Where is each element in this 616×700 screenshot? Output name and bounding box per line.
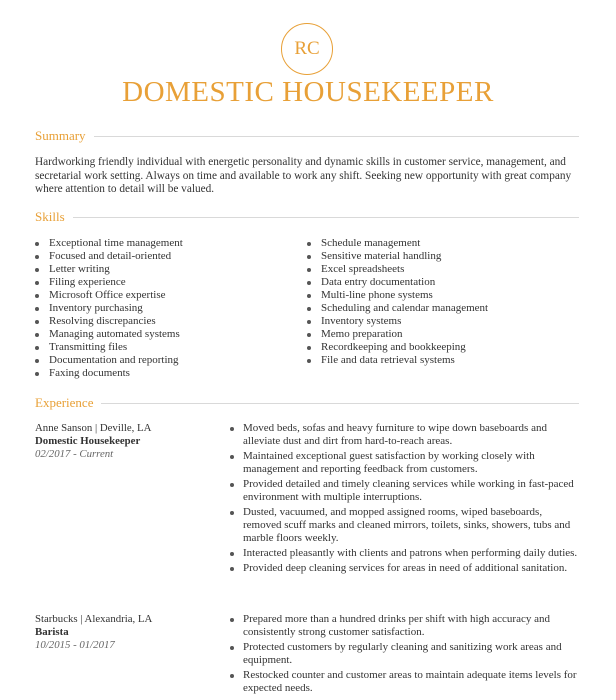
job-bullet: Moved beds, sofas and heavy furniture to wipe down baseboards and alleviate dust and dirt from hard-to-reach areas. [230,422,578,448]
skill-item: Recordkeeping and bookkeeping [307,341,488,354]
summary-text: Hardworking friendly individual with energetic personality and dynamic skills in customer service, management, and secretarial work setting. Always on time and available to work any shift. Seeking new opportunity with great company where attention to detail will be valued. [35,156,572,195]
skill-item: Data entry documentation [307,276,488,289]
skills-title: Skills [35,209,65,224]
skill-item: Letter writing [35,263,183,276]
experience-title: Experience [35,395,94,410]
skill-item: Filing experience [35,276,183,289]
section-divider [73,217,579,218]
summary-title: Summary [35,128,86,143]
skill-item: Excel spreadsheets [307,263,488,276]
skill-item: Schedule management [307,237,488,250]
job-meta-2 [35,613,152,652]
skill-item: Memo preparation [307,328,488,341]
skill-item: Microsoft Office expertise [35,289,183,302]
job-title: Domestic Housekeeper [35,435,141,447]
skill-item: Managing automated systems [35,328,183,341]
section-divider [94,136,579,137]
skill-item: Multi-line phone systems [307,289,488,302]
skill-item: Exceptional time management [35,237,183,250]
job-bullet: Dusted, vacuumed, and mopped assigned rooms, wiped baseboards, removed scuff marks and cleaned mirrors, toilets, sinks, showers, tubs and marble floors weekly. [230,506,578,545]
resume-name-heading: DOMESTIC HOUSEKEEPER [122,76,494,108]
job-bullets-2 [230,613,578,697]
monogram-initials: RC [294,38,320,59]
skill-item: Resolving discrepancies [35,315,183,328]
skills-list-left [35,237,183,380]
section-divider [101,403,579,404]
job-bullet: Interacted pleasantly with clients and patrons when performing daily duties. [230,547,578,560]
monogram-badge [281,23,333,75]
skill-item: Faxing documents [35,367,183,380]
skill-item: Scheduling and calendar management [307,302,488,315]
skill-item: File and data retrieval systems [307,354,488,367]
job-bullet: Provided detailed and timely cleaning services while working in fast-paced environment with multiple interruptions. [230,478,578,504]
skills-section-header [35,209,579,225]
job-bullet: Restocked counter and customer areas to maintain adequate items levels for expected needs. [230,669,578,695]
summary-section-header [35,128,579,144]
job-dates: 02/2017 - Current [35,448,114,460]
job-dates: 10/2015 - 01/2017 [35,639,115,651]
job-bullet: Prepared more than a hundred drinks per shift with high accuracy and consistently strong customer satisfaction. [230,613,578,639]
skill-item: Transmitting files [35,341,183,354]
skill-item: Sensitive material handling [307,250,488,263]
skill-item: Inventory purchasing [35,302,183,315]
skills-list-right [307,237,488,367]
job-bullet: Protected customers by regularly cleaning and sanitizing work areas and equipment. [230,641,578,667]
job-bullet: Maintained exceptional guest satisfaction by working closely with management and reporting feedback from customers. [230,450,578,476]
job-meta-1 [35,422,151,461]
job-title: Barista [35,626,69,638]
job-company: Starbucks | Alexandria, LA [35,613,153,625]
job-company: Anne Sanson | Deville, LA [35,422,152,434]
skill-item: Focused and detail-oriented [35,250,183,263]
job-bullet: Provided deep cleaning services for areas in need of additional sanitation. [230,562,578,575]
skill-item: Documentation and reporting [35,354,183,367]
experience-section-header [35,395,579,411]
job-bullets-1 [230,422,578,577]
skill-item: Inventory systems [307,315,488,328]
